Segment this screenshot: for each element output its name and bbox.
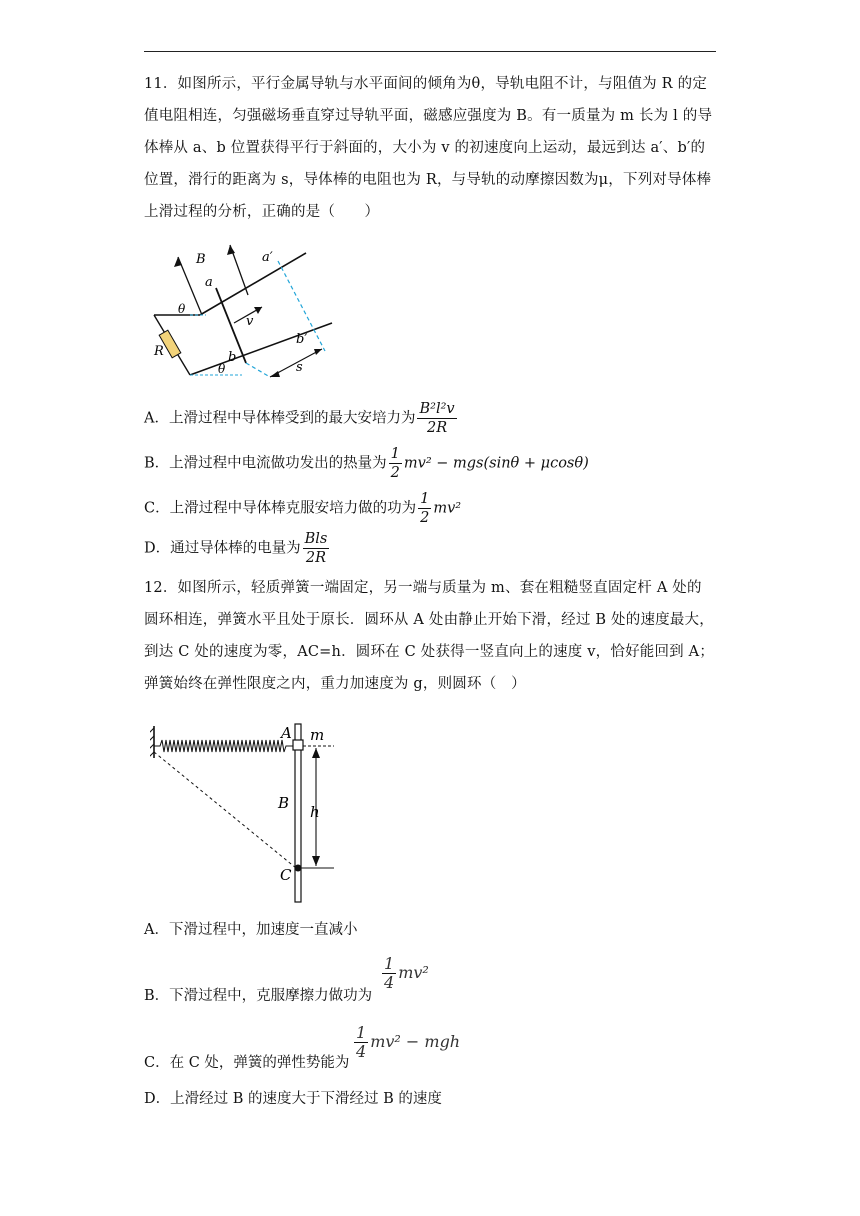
label-b: b bbox=[228, 350, 237, 365]
label-theta-bottom: θ bbox=[218, 362, 226, 376]
q12-option-a: A．下滑过程中，加速度一直减小 bbox=[144, 922, 358, 938]
q11-stem: 11．如图所示，平行金属导轨与水平面间的倾角为θ，导轨电阻不计，与阻值为 R 的定值电阻相连，匀强磁场垂直穿过导轨平面，磁感应强度为 B。有一质量为 m 长为 l 的导体棒从 a、b 位置获得平行于斜面的，大小为 v 的初速度向上运动，最远到达 a′、b′的位置，滑行的距离为 s，导体棒的电阻也为 R，与导轨的动摩擦因数为μ，下列对导体棒上滑过程的分析，正确的是（ ） bbox=[144, 76, 713, 220]
q12-option-b-math: $\frac{1}{4}$ mv² bbox=[384, 954, 429, 992]
label-a-prime: a′ bbox=[262, 250, 273, 265]
label-B: B bbox=[196, 252, 206, 267]
q12-option-c-math: $\frac{1}{4}$ mv² − mgh bbox=[356, 1023, 461, 1061]
q11-option-d: D．通过导体棒的电量为 $\frac{\text{Bls}}{2R}$ bbox=[144, 531, 328, 566]
label-h: h bbox=[310, 803, 320, 821]
q12-option-c-text: C．在 C 处，弹簧的弹性势能为 bbox=[144, 1055, 350, 1071]
label-v: v bbox=[246, 314, 254, 329]
label-s: s bbox=[296, 360, 303, 375]
q12-figure bbox=[150, 718, 350, 908]
q11-option-b: B．上滑过程中电流做功发出的热量为 $\frac{1}{2}$ mv² − mgs(sinθ + μcosθ) bbox=[144, 446, 589, 481]
label-a: a bbox=[205, 275, 213, 290]
q11-figure bbox=[150, 243, 350, 383]
header-rule bbox=[144, 51, 716, 52]
q11-option-c: C．上滑过程中导体棒克服安培力做的功为 $\frac{1}{2}$ mv² bbox=[144, 491, 462, 526]
label-R: R bbox=[154, 344, 164, 359]
q12-option-b-text: B．下滑过程中，克服摩擦力做功为 bbox=[144, 988, 373, 1004]
label-C: C bbox=[280, 866, 292, 884]
label-B: B bbox=[278, 794, 290, 812]
label-m: m bbox=[310, 726, 325, 744]
label-theta-top: θ bbox=[178, 302, 186, 316]
label-b-prime: b′ bbox=[296, 332, 308, 347]
q12-option-d: D．上滑经过 B 的速度大于下滑经过 B 的速度 bbox=[144, 1091, 442, 1107]
q12-stem: 12．如图所示，轻质弹簧一端固定，另一端与质量为 m、套在粗糙竖直固定杆 A 处的圆环相连，弹簧水平且处于原长．圆环从 A 处由静止开始下滑，经过 B 处的速度最大，到达 C 处的速度为零，AC=h．圆环在 C 处获得一竖直向上的速度 v，恰好能回到 A；弹簧始终在弹性限度之内，重力加速度为 g，则圆环（ ） bbox=[144, 580, 715, 692]
label-A: A bbox=[281, 724, 292, 742]
q11-option-a: A．上滑过程中导体棒受到的最大安培力为 $\frac{\text{B²l²v}}{2R}$ bbox=[144, 401, 455, 436]
